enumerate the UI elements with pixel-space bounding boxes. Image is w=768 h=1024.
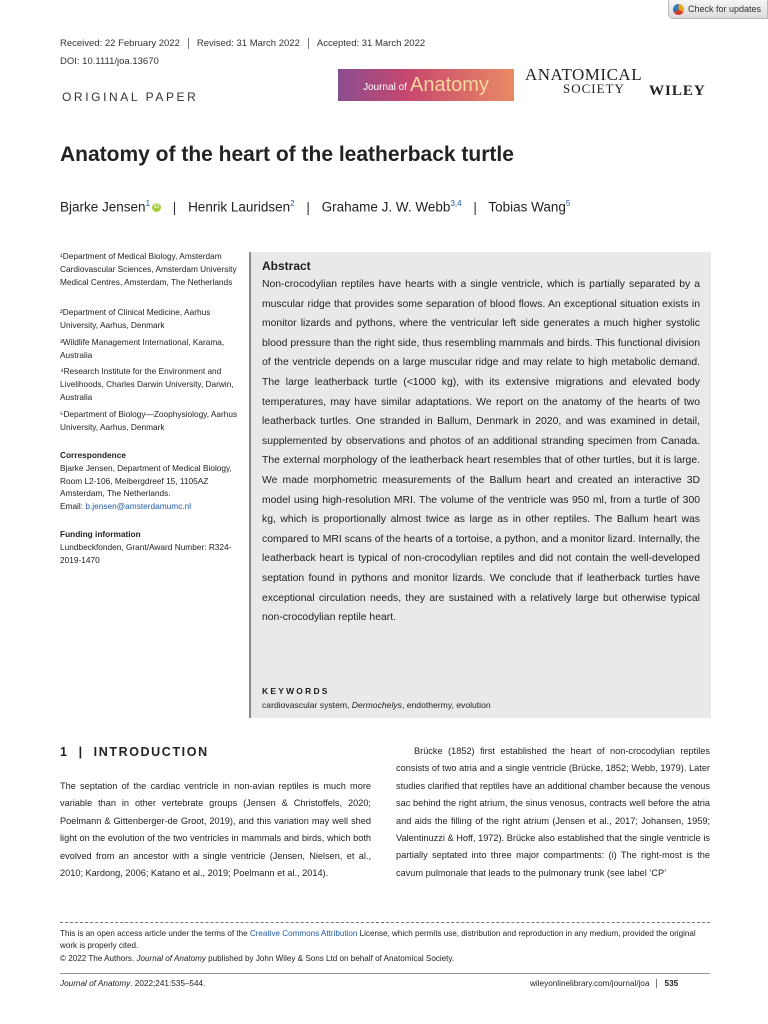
email-link[interactable]: b.jensen@amsterdamumc.nl <box>85 501 192 512</box>
license-link[interactable]: Creative Commons Attribution <box>249 929 358 938</box>
affiliation: ¹Department of Medical Biology, Amsterdam Cardiovascular Sciences, Amsterdam University Medical Centres, Amsterdam, The Netherlands <box>60 251 237 287</box>
society-logo: ANATOMICAL SOCIETY <box>525 65 643 96</box>
section-heading: 1 | INTRODUCTION <box>60 745 209 759</box>
affiliation: ⁵Department of Biology—Zoophysiology, Aarhus University, Aarhus, Denmark <box>60 409 238 432</box>
author-name[interactable]: Henrik Lauridsen <box>188 199 291 215</box>
citation-footer: Journal of Anatomy. 2022;241:535–544. <box>60 979 206 988</box>
keywords-heading: KEYWORDS <box>262 686 330 696</box>
article-type: ORIGINAL PAPER <box>62 90 199 104</box>
author-name[interactable]: Tobias Wang <box>488 199 566 215</box>
affiliation: ³Wildlife Management International, Karama, Australia <box>60 337 225 360</box>
doi[interactable]: DOI: 10.1111/joa.13670 <box>60 56 159 67</box>
affiliation: ⁴Research Institute for the Environment and Livelihoods, Charles Darwin University, Darwin, Australia <box>60 366 234 402</box>
abstract-text: Non-crocodylian reptiles have hearts with a single ventricle, which is partially separated by a muscular ridge that provides some separation of blood flows. An exceptional situation exists in monitor lizards and pythons, where the ventricular left side generates a much higher systolic blood pressure than the right side, thus resembling mammals and birds. This functional division of the ventricle depends on a large muscular ridge and may relate to high metabolic demand. The large leatherback turtle (<1000 kg), with its extensive migrations and elevated body temperatures, may have similar adaptations. We report on the anatomy of the hearts of two leatherback turtles. One stranded in Ballum, Denmark in 2020, and was examined in detail, supplemented by observations and photos of an additional stranding specimen from Canada. The external morphology of the leatherback heart resembles that of other turtles, but it is large. We made morphometric measurements of the Ballum heart and created an interactive 3D model using high-resolution MRI. The volume of the ventricle was 950 ml, from a turtle of 300 kg, which is proportionally almost twice as large as in other reptiles. The Ballum heart was compared to MRI scans of the hearts of a tortoise, a python, and a monitor lizard. Internally, the leatherback heart is typical of non-crocodylian reptiles and did not contain the well-developed septation found in pythons and monitor lizards. We conclude that if leatherback turtles have exceptional circulation needs, they are sustained with a relatively large but otherwise typical non-crocodylian reptile heart. <box>262 279 700 624</box>
article-title: Anatomy of the heart of the leatherback turtle <box>60 143 514 166</box>
abstract-heading: Abstract <box>262 259 311 273</box>
accepted-date: Accepted: 31 March 2022 <box>316 38 426 50</box>
check-for-updates-label: Check for updates <box>688 4 762 14</box>
author-list: Bjarke Jensen$^1$ iD | Henrik Lauridsen$^2$ | Grahame J. W. Webb$^{3,4}$ | Tobias Wang$^5$ <box>60 199 571 215</box>
received-date: Received: 22 February 2022 <box>60 38 180 50</box>
footer-divider <box>60 973 710 974</box>
affiliation: ²Department of Clinical Medicine, Aarhus University, Aarhus, Denmark <box>60 307 211 330</box>
correspondence: Correspondence Bjarke Jensen, Department of Medical Biology, Room L2-106, Meibergdreef 15, 1105AZ Amsterdam, The Netherlands. Email: b.jensen@amsterdamumc.nl <box>60 450 232 512</box>
page-number: 535 <box>656 979 679 988</box>
license-note: This is an open access article under the terms of the Creative Commons Attribution License, which permits use, distribution and reproduction in any medium, provided the original work is properly cited. © 2022 The Authors. Journal of Anatomy published by John Wiley & Sons Ltd on behalf of Anatomical Society. <box>60 929 696 963</box>
keywords-list: cardiovascular system, Dermochelys, endothermy, evolution <box>262 700 491 710</box>
orcid-icon[interactable]: iD <box>153 203 160 210</box>
funding-information: Funding information Lundbeckfonden, Grant/Award Number: R324-2019-1470 <box>60 529 232 565</box>
publisher-logo: WILEY <box>649 83 706 99</box>
journal-logo[interactable]: Journal of Anatomy <box>338 69 514 101</box>
footnote-divider <box>60 922 710 923</box>
check-for-updates-button[interactable] <box>668 0 768 19</box>
journal-url[interactable]: wileyonlinelibrary.com/journal/joa <box>530 979 650 988</box>
crossmark-icon <box>673 4 684 15</box>
publication-dates <box>60 38 425 49</box>
introduction-left-column: The septation of the cardiac ventricle in non-avian reptiles is much more variable than in other vertebrate groups (Jensen & Christoffels, 2020; Poelmann & Gittenberger-de Groot, 2019), and this variation may well shed light on the evolution of the two ventricles in mammals and birds, which both evolved from an ancestor with a single ventricle (Jensen, Nielsen, et al., 2010; Kardong, 2006; Katano et al., 2019; Poelmann et al., 2014). <box>60 781 371 879</box>
journal-url-footer <box>530 979 678 988</box>
revised-date: Revised: 31 March 2022 <box>196 38 300 50</box>
author-name[interactable]: Bjarke Jensen <box>60 199 146 215</box>
author-name[interactable]: Grahame J. W. Webb <box>321 199 451 215</box>
introduction-right-column: Brücke (1852) first established the heart of non-crocodylian reptiles consists of two atria and a single ventricle (Brücke, 1852; Webb, 1979). Later studies clarified that reptiles have an additional chamber because the venous sac behind the right atrium, the sinus venosus, contracts well before the atria and aids the filling of the right atrium (Jensen et al., 2017; Johansen, 1959; Valentinuzzi & Hoff, 1972). Brücke also established that the single ventricle is partially septated into three major compartments: (i) The right-most is the cavum pulmonale that leads to the pulmonary trunk (see label ‘CP’ <box>396 746 710 878</box>
